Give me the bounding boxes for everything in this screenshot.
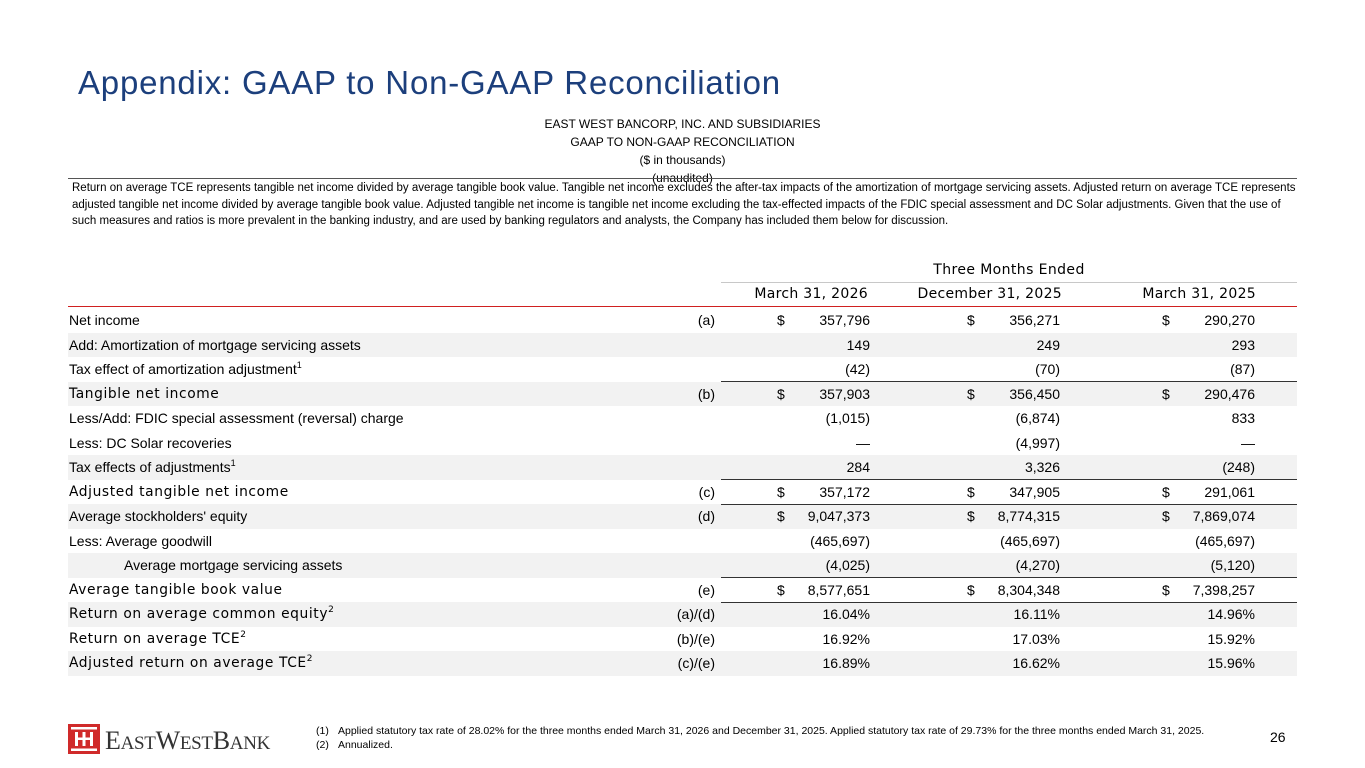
table-cell xyxy=(721,308,870,333)
table-cell xyxy=(1106,308,1255,333)
table-row xyxy=(68,308,1297,333)
cell-value: 293 xyxy=(1231,336,1255,353)
logo-wordmark: EASTWESTBANK xyxy=(105,726,271,755)
footnote-2 xyxy=(316,738,1216,752)
description-text: Return on average TCE represents tangible net income divided by average tangible book value. Tangible net income excludes the after-tax impacts of the amortization of mortgage servicing assets. Adjusted return on average TCE represents adjusted tangible net income divided by average tangible book value. Adjusted tangible net income is tangible net income excluding the tax-effected impacts of the FDIC special assessment and DC Solar adjustments. Given that the use of such measures and ratios is more prevalent in the banking industry, and are used by banking regulators and analysts, the Company has included them below for discussion. xyxy=(72,182,1296,227)
footnote-2-text: Annualized. xyxy=(338,739,393,751)
cell-value: 15.92% xyxy=(1207,630,1255,647)
cell-value: 291,061 xyxy=(1204,483,1255,500)
table-cell xyxy=(911,431,1060,456)
row-label xyxy=(69,582,283,598)
row-label xyxy=(69,631,247,647)
table-row xyxy=(68,455,1297,480)
cell-value: 14.96% xyxy=(1207,606,1255,622)
cell-value: 290,476 xyxy=(1204,385,1255,402)
cell-value: 16.92% xyxy=(822,630,870,647)
footnote-marker: 2 xyxy=(240,629,247,640)
cell-value: 16.62% xyxy=(1012,655,1060,671)
currency-symbol: $ xyxy=(1162,312,1170,328)
cell-value: 290,270 xyxy=(1204,312,1255,328)
table-cell xyxy=(1106,651,1255,676)
footnotes xyxy=(316,724,1216,752)
currency-symbol: $ xyxy=(777,385,785,402)
cell-value: (1,015) xyxy=(825,410,870,426)
row-label xyxy=(69,508,247,524)
table-cell xyxy=(721,382,870,407)
subtotal-rule xyxy=(721,577,1297,578)
row-label xyxy=(124,557,342,573)
row-reference: (d) xyxy=(697,508,715,524)
footnote-marker: 1 xyxy=(296,360,302,370)
footnote-marker: 2 xyxy=(328,605,335,615)
table-row xyxy=(68,480,1297,505)
row-label xyxy=(69,655,313,671)
cell-value: (87) xyxy=(1230,361,1255,377)
table-row xyxy=(68,578,1297,603)
row-label-text: Average tangible book value xyxy=(69,581,283,598)
page-number: 26 xyxy=(1270,729,1286,745)
table-cell xyxy=(911,480,1060,505)
table-cell xyxy=(721,602,870,627)
table-cell xyxy=(911,529,1060,554)
table-cell xyxy=(1106,553,1255,578)
table-cell xyxy=(911,333,1060,358)
row-label xyxy=(69,312,140,328)
cell-value: (42) xyxy=(845,361,870,377)
currency-symbol: $ xyxy=(777,483,785,500)
table-cell xyxy=(911,627,1060,652)
row-label xyxy=(69,410,404,426)
column-header-mar-2026: March 31, 2026 xyxy=(754,286,868,302)
table-cell xyxy=(911,578,1060,603)
cell-value: 833 xyxy=(1231,410,1255,426)
footnote-1 xyxy=(316,724,1216,738)
row-label xyxy=(69,386,219,402)
header-red-rule xyxy=(68,306,1297,307)
cell-value: (248) xyxy=(1222,459,1255,475)
table-cell xyxy=(911,602,1060,627)
page-title: Appendix: GAAP to Non-GAAP Reconciliation xyxy=(78,64,781,101)
table-row xyxy=(68,406,1297,431)
table-cell xyxy=(1106,578,1255,603)
row-reference: (e) xyxy=(697,581,715,598)
row-reference: (b)/(e) xyxy=(676,630,715,647)
row-reference: (c)/(e) xyxy=(677,655,715,671)
footnote-1-number: (1) xyxy=(316,725,329,737)
table-cell xyxy=(1106,529,1255,554)
table-row xyxy=(68,529,1297,554)
table-cell xyxy=(911,504,1060,529)
cell-value: 356,450 xyxy=(1009,385,1060,402)
table-row xyxy=(68,602,1297,627)
cell-value: 249 xyxy=(1036,336,1060,353)
row-label xyxy=(69,606,334,622)
table-row xyxy=(68,627,1297,652)
group-header: Three Months Ended xyxy=(721,262,1297,283)
table-cell xyxy=(721,651,870,676)
table-cell xyxy=(911,357,1060,382)
cell-value: (4,997) xyxy=(1015,434,1060,451)
row-label xyxy=(69,459,236,475)
row-label-text: Less/Add: FDIC special assessment (reversal) charge xyxy=(69,410,404,426)
table-cell xyxy=(1106,504,1255,529)
row-label xyxy=(69,337,361,353)
subtotal-rule xyxy=(721,479,1297,480)
cell-value: (465,697) xyxy=(1195,532,1255,549)
cell-value: (70) xyxy=(1035,361,1060,377)
subtotal-rule xyxy=(721,381,1297,382)
table-cell xyxy=(721,529,870,554)
currency-symbol: $ xyxy=(967,385,975,402)
cell-value: (4,025) xyxy=(825,557,870,573)
table-cell xyxy=(911,651,1060,676)
row-label-text: Less: DC Solar recoveries xyxy=(69,434,232,451)
subtotal-rule xyxy=(721,602,1297,603)
table-row xyxy=(68,357,1297,382)
footnote-marker: 1 xyxy=(230,458,236,468)
row-label xyxy=(69,361,302,377)
currency-symbol: $ xyxy=(1162,581,1170,598)
cell-value: (5,120) xyxy=(1210,557,1255,573)
row-label-text: Tax effects of adjustments xyxy=(69,459,231,475)
table-cell xyxy=(721,578,870,603)
row-label-text: Net income xyxy=(69,312,140,328)
cell-value: 347,905 xyxy=(1009,483,1060,500)
table-cell xyxy=(911,308,1060,333)
table-cell xyxy=(1106,333,1255,358)
table-cell xyxy=(721,627,870,652)
table-cell xyxy=(721,333,870,358)
cell-value: 356,271 xyxy=(1009,312,1060,328)
table-cell xyxy=(721,504,870,529)
header-divider xyxy=(68,178,1297,179)
row-label-text: Average stockholders' equity xyxy=(69,508,248,524)
cell-value: 357,796 xyxy=(819,312,870,328)
row-label-text: Tangible net income xyxy=(69,385,220,402)
currency-symbol: $ xyxy=(777,508,785,524)
header-audit: (unaudited) xyxy=(652,171,713,185)
cell-value: 149 xyxy=(846,336,870,353)
row-label xyxy=(69,435,232,451)
currency-symbol: $ xyxy=(967,581,975,598)
table-cell xyxy=(721,357,870,382)
cell-value: 16.89% xyxy=(822,655,870,671)
row-label-text: Average mortgage servicing assets xyxy=(124,557,343,573)
cell-value: (465,697) xyxy=(810,532,870,549)
row-label-text: Adjusted tangible net income xyxy=(69,483,289,500)
table-cell xyxy=(721,455,870,480)
cell-value: 8,577,651 xyxy=(807,581,870,598)
cell-value: 3,326 xyxy=(1024,459,1060,475)
east-west-bank-logo xyxy=(68,724,308,754)
table-row xyxy=(68,333,1297,358)
cell-value: 284 xyxy=(846,459,870,475)
footnote-2-number: (2) xyxy=(316,739,329,751)
cell-value: 357,172 xyxy=(819,483,870,500)
table-row xyxy=(68,504,1297,529)
currency-symbol: $ xyxy=(967,312,975,328)
bank-emblem-icon xyxy=(68,724,100,754)
cell-value: 9,047,373 xyxy=(807,508,870,524)
currency-symbol: $ xyxy=(1162,508,1170,524)
cell-value: 15.96% xyxy=(1207,655,1255,671)
cell-value: (465,697) xyxy=(1000,532,1060,549)
table-cell xyxy=(911,553,1060,578)
row-reference: (a)/(d) xyxy=(676,606,715,622)
header-units: ($ in thousands) xyxy=(639,153,726,167)
currency-symbol: $ xyxy=(967,508,975,524)
table-row xyxy=(68,431,1297,456)
table-cell xyxy=(911,382,1060,407)
table-cell xyxy=(1106,455,1255,480)
table-cell xyxy=(721,480,870,505)
table-row xyxy=(68,553,1297,578)
currency-symbol: $ xyxy=(777,312,785,328)
table-cell xyxy=(721,553,870,578)
cell-value: (6,874) xyxy=(1015,410,1060,426)
table-row xyxy=(68,651,1297,676)
header-company: EAST WEST BANCORP, INC. AND SUBSIDIARIES xyxy=(544,117,821,131)
currency-symbol: $ xyxy=(967,483,975,500)
table-row xyxy=(68,382,1297,407)
cell-value: — xyxy=(1241,434,1255,451)
cell-value: — xyxy=(856,434,870,451)
cell-value: 7,869,074 xyxy=(1192,508,1255,524)
header-report: GAAP TO NON-GAAP RECONCILIATION xyxy=(570,135,795,149)
table-cell xyxy=(1106,480,1255,505)
table-cell xyxy=(1106,627,1255,652)
row-reference: (c) xyxy=(698,483,715,500)
row-label-text: Return on average TCE xyxy=(69,630,241,647)
cell-value: 16.11% xyxy=(1013,606,1060,622)
table-cell xyxy=(721,431,870,456)
table-cell xyxy=(1106,357,1255,382)
row-label-text: Adjusted return on average TCE xyxy=(69,655,307,671)
row-label-text: Add: Amortization of mortgage servicing assets xyxy=(69,336,361,353)
cell-value: (4,270) xyxy=(1015,557,1060,573)
currency-symbol: $ xyxy=(1162,385,1170,402)
row-reference: (a) xyxy=(697,312,715,328)
row-label-text: Tax effect of amortization adjustment xyxy=(69,361,297,377)
table-cell xyxy=(1106,602,1255,627)
row-label-text: Less: Average goodwill xyxy=(69,532,212,549)
table-cell xyxy=(721,406,870,431)
row-label xyxy=(69,533,212,549)
cell-value: 7,398,257 xyxy=(1192,581,1255,598)
table-cell xyxy=(911,406,1060,431)
row-label xyxy=(69,484,289,500)
column-header-mar-2025: March 31, 2025 xyxy=(1142,286,1256,302)
cell-value: 8,304,348 xyxy=(997,581,1060,598)
table-cell xyxy=(1106,431,1255,456)
report-header xyxy=(0,115,1365,187)
subtotal-rule xyxy=(721,504,1297,505)
cell-value: 357,903 xyxy=(819,385,870,402)
cell-value: 17.03% xyxy=(1012,630,1060,647)
column-header-dec-2025: December 31, 2025 xyxy=(917,286,1062,302)
cell-value: 8,774,315 xyxy=(997,508,1060,524)
table-cell xyxy=(1106,406,1255,431)
footnote-marker: 2 xyxy=(306,654,314,664)
row-label-text: Return on average common equity xyxy=(69,606,329,622)
footnote-1-text: Applied statutory tax rate of 28.02% for the three months ended March 31, 2026 and December 31, 2025. Applied statutory tax rate of 29.73% for the three months ended March 31, 2025. xyxy=(338,725,1205,737)
row-reference: (b) xyxy=(697,385,715,402)
table-cell xyxy=(911,455,1060,480)
currency-symbol: $ xyxy=(777,581,785,598)
table-cell xyxy=(1106,382,1255,407)
currency-symbol: $ xyxy=(1162,483,1170,500)
cell-value: 16.04% xyxy=(822,606,870,622)
